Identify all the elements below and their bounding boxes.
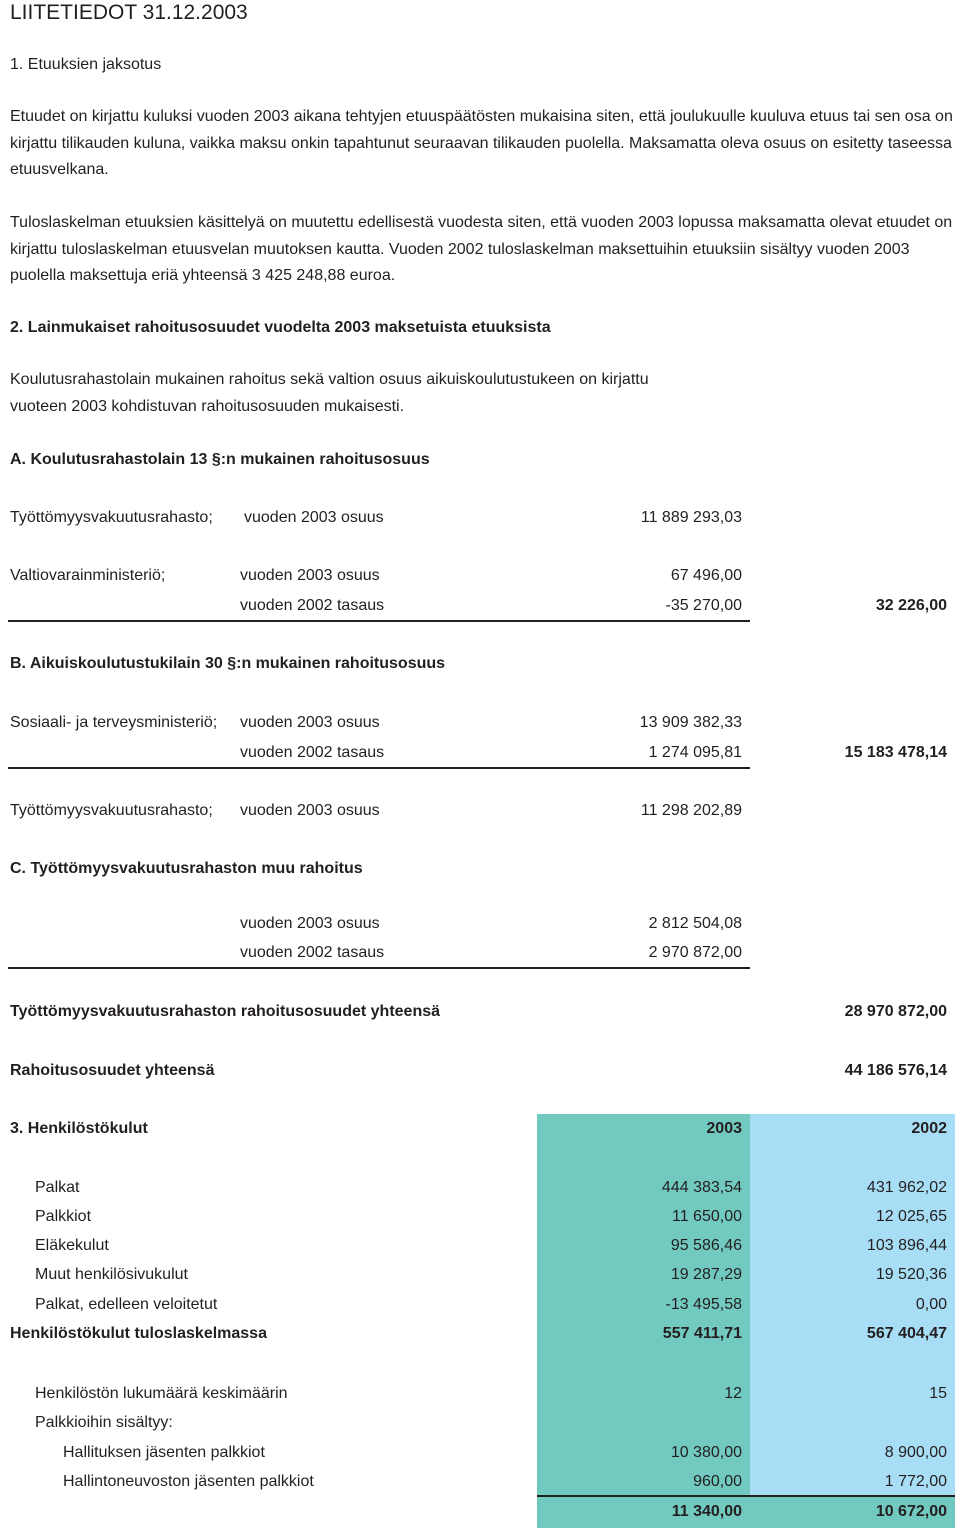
staff-row-2002: 12 025,65 (875, 1208, 947, 1225)
staff-row-label: Eläkekulut (35, 1237, 109, 1254)
staff-row-2003: 11 650,00 (672, 1208, 742, 1225)
b-divider (8, 767, 750, 769)
staff-row-label: Palkat (35, 1179, 80, 1196)
column-2002-background (750, 1114, 955, 1528)
fees-row-label: Hallintoneuvoston jäsenten palkkiot (63, 1473, 314, 1490)
a-row-3-desc: vuoden 2002 tasaus (240, 597, 385, 614)
staff-row-label: Muut henkilösivukulut (35, 1266, 188, 1283)
staff-row-label: Palkat, edelleen veloitetut (35, 1296, 218, 1313)
staff-row-2002: 19 520,36 (875, 1266, 947, 1283)
staff-total-2003: 557 411,71 (662, 1325, 742, 1342)
a-total-value: 32 226,00 (875, 597, 947, 614)
b-row-2-desc: vuoden 2002 tasaus (240, 744, 385, 761)
fees-row-2003: 960,00 (693, 1473, 742, 1490)
a-row-2-value: 67 496,00 (670, 567, 742, 584)
c-row-1-desc: vuoden 2003 osuus (240, 915, 380, 932)
staff-row-2002: 103 896,44 (866, 1237, 947, 1254)
c-divider (8, 967, 750, 969)
a-row-2-desc: vuoden 2003 osuus (240, 567, 380, 584)
tvr-total-label: Työttömyysvakuutusrahaston rahoitusosuudet yhteensä (10, 1003, 441, 1020)
section-3-heading: 3. Henkilöstökulut (10, 1120, 148, 1137)
fees-row-2002: 1 772,00 (884, 1473, 947, 1490)
fees-label: Palkkioihin sisältyy: (35, 1414, 173, 1431)
b-row-1-label: Sosiaali- ja terveysministeriö; (10, 714, 218, 731)
staff-row-2003: 19 287,29 (670, 1266, 742, 1283)
headcount-2002: 15 (929, 1385, 947, 1402)
a-divider (8, 620, 750, 622)
page-title: LIITETIEDOT 31.12.2003 (10, 1, 248, 24)
fees-divider (537, 1495, 955, 1497)
staff-row-2003: -13 495,58 (665, 1296, 742, 1313)
subsection-c-heading: C. Työttömyysvakuutusrahaston muu rahoitus (10, 860, 363, 877)
b-row-1-value: 13 909 382,33 (639, 714, 742, 731)
b-total-value: 15 183 478,14 (844, 744, 947, 761)
staff-row-2003: 95 586,46 (670, 1237, 742, 1254)
column-2003-background (537, 1114, 750, 1528)
b-row-3-desc: vuoden 2003 osuus (240, 802, 380, 819)
tvr-total-value: 28 970 872,00 (844, 1003, 947, 1020)
a-row-2-label: Valtiovarainministeriö; (10, 567, 166, 584)
a-row-1-desc: vuoden 2003 osuus (244, 509, 384, 526)
subsection-b-heading: B. Aikuiskoulutustukilain 30 §:n mukainen rahoitusosuus (10, 655, 446, 672)
staff-total-2002: 567 404,47 (866, 1325, 947, 1342)
headcount-2003: 12 (724, 1385, 742, 1402)
section-2-heading: 2. Lainmukaiset rahoitusosuudet vuodelta 2003 maksetuista etuuksista (10, 319, 551, 336)
section-1-paragraph-1: Etuudet on kirjattu kuluksi vuoden 2003 aikana tehtyjen etuuspäätösten mukaisina siten, että joulukuulle kuuluva etuus tai sen osa on kirjattu tilikauden kuluna, vaikka maksu onkin tapahtunut seuraavan tilikauden puolella. Maksamatta oleva osuus on esitetty taseessa etuusvelkana. (10, 108, 953, 178)
subsection-a-heading: A. Koulutusrahastolain 13 §:n mukainen rahoitusosuus (10, 451, 430, 468)
staff-row-2003: 444 383,54 (661, 1179, 742, 1196)
staff-row-2002: 431 962,02 (866, 1179, 947, 1196)
staff-row-label: Palkkiot (35, 1208, 92, 1225)
staff-total-label: Henkilöstökulut tuloslaskelmassa (10, 1325, 267, 1342)
fees-row-2003: 10 380,00 (670, 1444, 742, 1461)
section-2-paragraph-line-1: Koulutusrahastolain mukainen rahoitus sekä valtion osuus aikuiskoulutustukeen on kirjattu (10, 371, 649, 388)
a-row-1-label: Työttömyysvakuutusrahasto; (10, 509, 213, 526)
all-total-value: 44 186 576,14 (844, 1062, 947, 1079)
fees-row-label: Hallituksen jäsenten palkkiot (63, 1444, 265, 1461)
c-row-1-value: 2 812 504,08 (648, 915, 742, 932)
c-row-2-desc: vuoden 2002 tasaus (240, 944, 385, 961)
c-row-2-value: 2 970 872,00 (648, 944, 742, 961)
section-2-paragraph-line-2: vuoteen 2003 kohdistuvan rahoitusosuuden mukaisesti. (10, 398, 405, 415)
header-2003: 2003 (706, 1120, 742, 1137)
b-row-2-value: 1 274 095,81 (648, 744, 742, 761)
fees-total-2003: 11 340,00 (671, 1503, 742, 1520)
b-row-1-desc: vuoden 2003 osuus (240, 714, 380, 731)
a-row-1-value: 11 889 293,03 (640, 509, 742, 526)
header-2002: 2002 (911, 1120, 947, 1137)
b-row-3-label: Työttömyysvakuutusrahasto; (10, 802, 213, 819)
headcount-label: Henkilöstön lukumäärä keskimäärin (35, 1385, 288, 1402)
section-1-paragraph-2: Tuloslaskelman etuuksien käsittelyä on muutettu edellisestä vuodesta siten, että vuoden 2003 lopussa maksamatta olevat etuudet on kirjattu tuloslaskelman etuusvelan muutoksen kautta. Vuoden 2002 tuloslaskelman maksettuihin etuuksiin sisältyy vuoden 2003 puolella maksettuja eriä yhteensä 3 425 248,88 euroa. (10, 214, 953, 284)
all-total-label: Rahoitusosuudet yhteensä (10, 1062, 215, 1079)
b-row-3-value: 11 298 202,89 (640, 802, 742, 819)
fees-total-2002: 10 672,00 (875, 1503, 947, 1520)
section-1-heading: 1. Etuuksien jaksotus (10, 56, 162, 73)
fees-row-2002: 8 900,00 (884, 1444, 947, 1461)
a-row-3-value: -35 270,00 (665, 597, 742, 614)
staff-row-2002: 0,00 (915, 1296, 947, 1313)
